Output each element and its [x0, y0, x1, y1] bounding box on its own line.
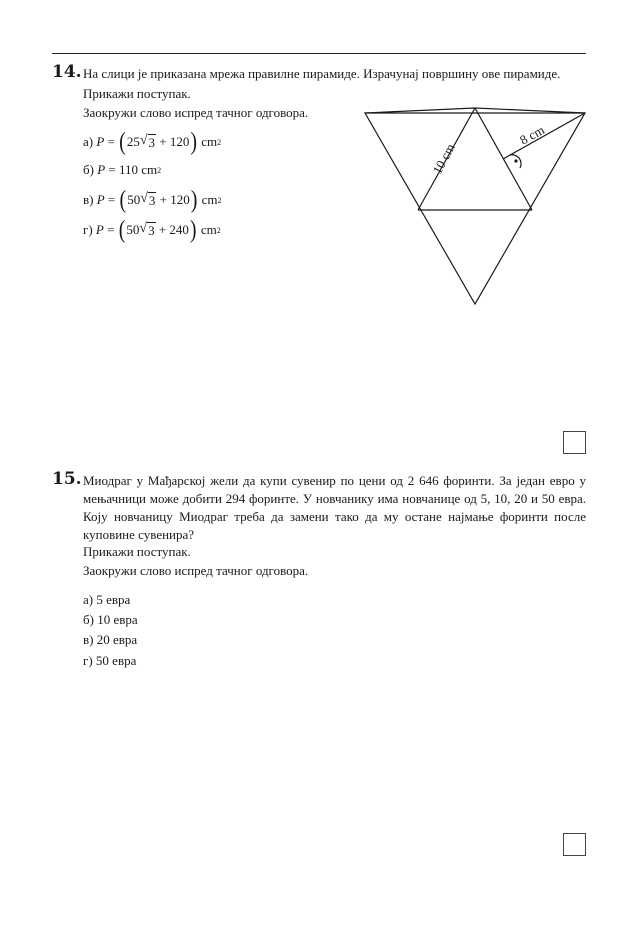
- answer-box-14[interactable]: [563, 431, 586, 454]
- option-letter: г): [83, 653, 93, 668]
- option-text: 20 евра: [96, 632, 138, 647]
- equals: =: [105, 162, 119, 177]
- side-length-label: 10 cm: [429, 140, 458, 177]
- var-p: P: [95, 222, 104, 237]
- q15-option-b[interactable]: [83, 612, 138, 628]
- unit: cm: [198, 134, 218, 149]
- sqrt-sign: √ 3: [139, 221, 155, 238]
- option-text: 10 евра: [97, 612, 138, 627]
- unit: cm: [198, 192, 218, 207]
- sqrt-sign: √ 3: [139, 133, 156, 150]
- addend: + 120: [156, 134, 190, 149]
- question-14-text: На слици је приказана мрежа правилне пирамиде. Израчунај површину ове пирамиде.: [83, 66, 561, 81]
- question-15-number: 15.: [52, 469, 82, 489]
- radicand: 3: [148, 193, 156, 208]
- var-p: P: [96, 192, 105, 207]
- option-text: 50 евра: [95, 653, 137, 668]
- addend: + 240: [155, 222, 189, 237]
- top-rule: [52, 53, 586, 54]
- coefficient: 25: [126, 134, 140, 149]
- q14-option-a[interactable]: а) P = ( 25 √ 3 + 120 ) cm 2: [83, 128, 222, 156]
- option-letter: б): [83, 612, 94, 627]
- sqrt-sign: √ 3: [140, 191, 156, 208]
- radicand: 3: [148, 223, 155, 238]
- option-letter: а): [83, 134, 94, 149]
- question-14-instruction-circle: Заокружи слово испред тачног одговора.: [83, 105, 309, 120]
- q14-option-v[interactable]: в) P = ( 50 √ 3 + 120 ) cm 2: [83, 186, 222, 214]
- radicand: 3: [148, 135, 156, 150]
- option-text: 5 евра: [96, 592, 131, 607]
- exponent: 2: [216, 225, 221, 235]
- option-letter: в): [83, 192, 94, 207]
- q15-option-g[interactable]: [83, 653, 136, 669]
- option-letter: в): [83, 632, 94, 647]
- answer-box-15[interactable]: [563, 833, 586, 856]
- var-p: P: [97, 162, 106, 177]
- option-letter: г): [83, 222, 93, 237]
- q14-option-b[interactable]: [83, 162, 161, 178]
- option-letter: б): [83, 162, 94, 177]
- exponent: 2: [217, 137, 222, 147]
- var-p: P: [96, 134, 105, 149]
- exponent: 2: [217, 195, 222, 205]
- q15-option-a[interactable]: [83, 592, 130, 608]
- exponent: 2: [157, 165, 162, 175]
- option-letter: а): [83, 592, 94, 607]
- pyramid-net-figure: [360, 100, 590, 310]
- question-15-instruction-circle: Заокружи слово испред тачног одговора.: [83, 563, 309, 578]
- unit: cm: [197, 222, 217, 237]
- question-14-instruction-show: Прикажи поступак.: [83, 86, 191, 101]
- coefficient: 50: [126, 222, 140, 237]
- equals: =: [104, 192, 119, 207]
- coefficient: 50: [127, 192, 141, 207]
- question-14-number: 14.: [52, 62, 82, 82]
- q14-option-g[interactable]: г) P = ( 50 √ 3 + 240 ) cm 2: [83, 216, 221, 244]
- q15-option-v[interactable]: [83, 632, 137, 648]
- question-15-text: Миодраг у Мађарској жели да купи сувенир по цени од 2 646 форинти. За један евро у мењачници може добити 294 форинте. У новчанику има новчанице од 5, 10, 20 и 50 евра. Коју новчаницу Миодраг треба да замени тако да му остане најмање форинти после куповине сувенира?: [83, 473, 586, 542]
- equals: =: [104, 134, 119, 149]
- value: 110 cm: [119, 162, 158, 177]
- right-angle-dot: [514, 159, 517, 162]
- addend: + 120: [156, 192, 190, 207]
- equals: =: [103, 222, 118, 237]
- net-outer-triangle: [365, 113, 585, 304]
- question-15-instruction-show: Прикажи поступак.: [83, 544, 191, 559]
- apothem-length-label: 8 cm: [517, 122, 547, 148]
